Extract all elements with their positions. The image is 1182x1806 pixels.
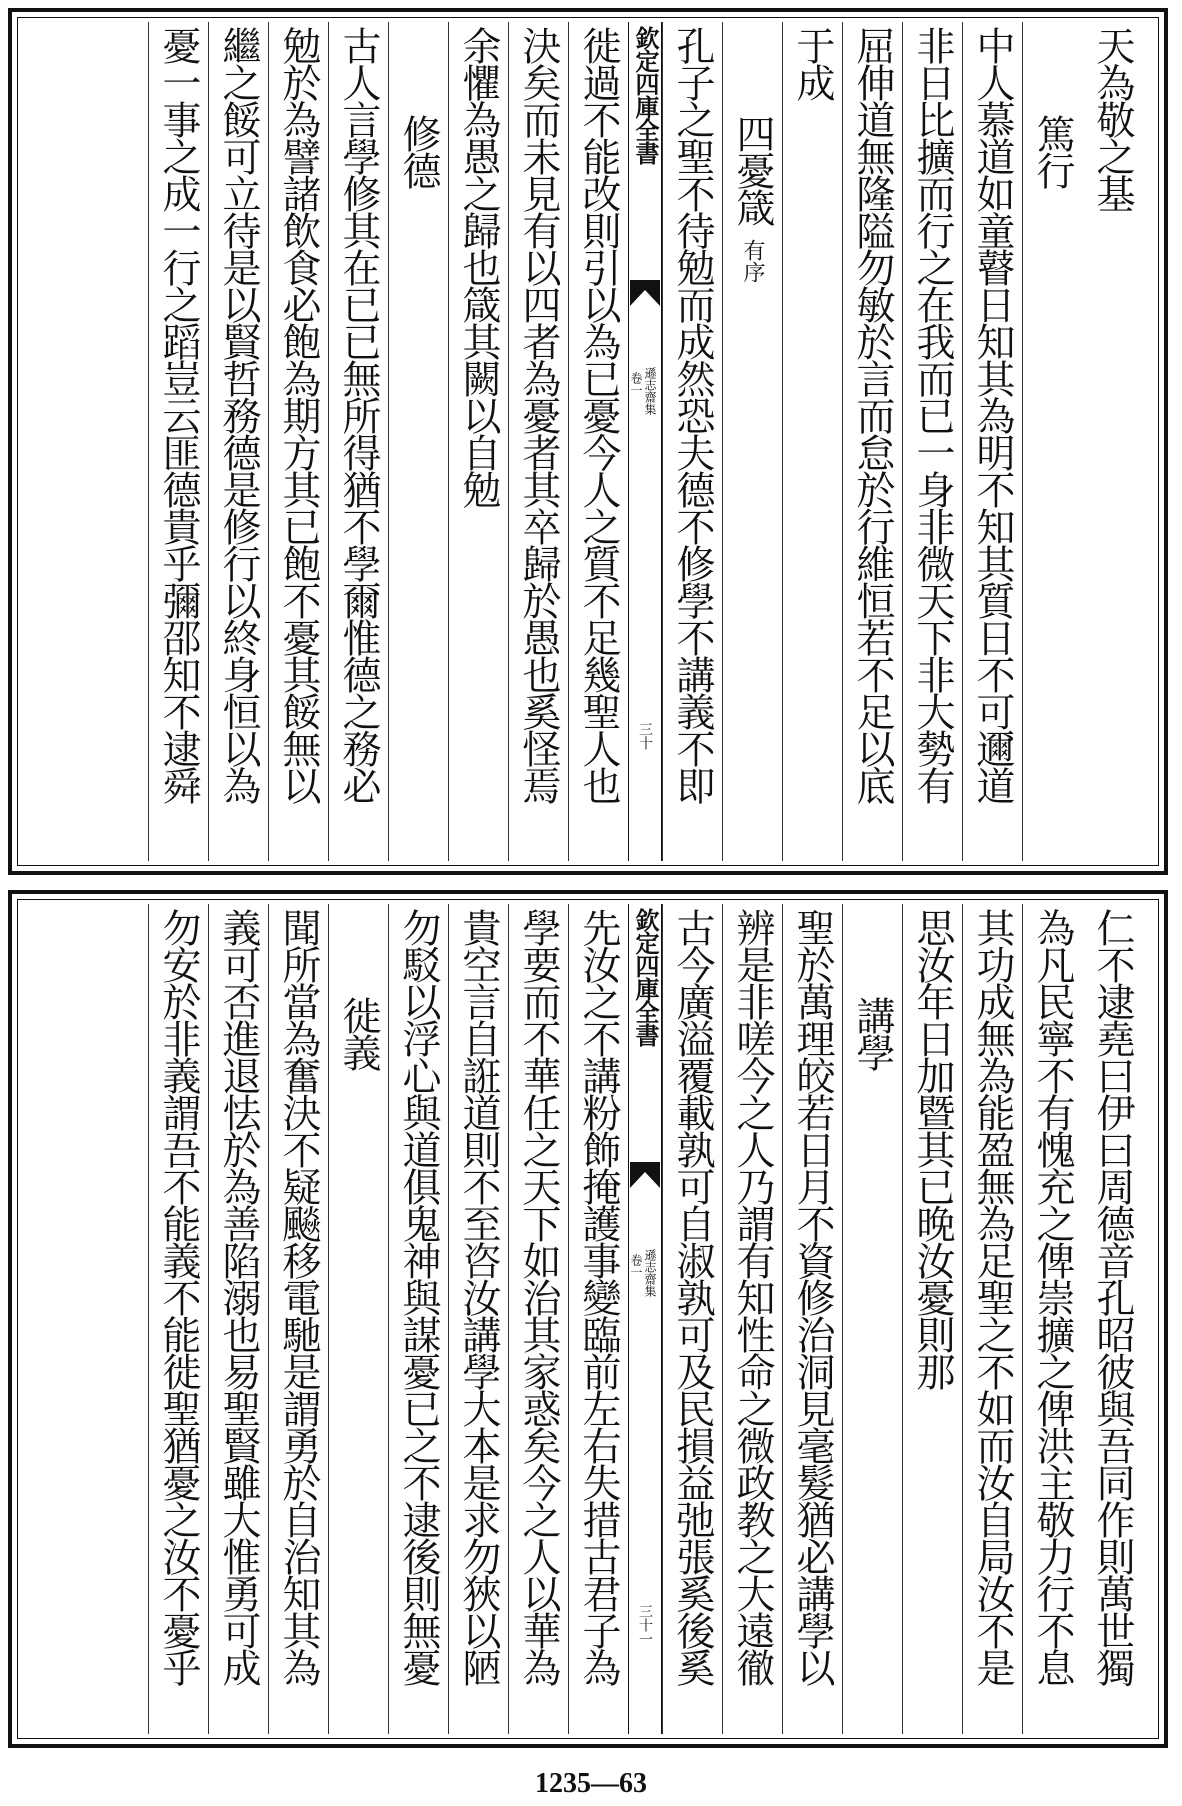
column-text: 為凡民寧不有愧充之俾崇擴之俾洪主敬力行不息	[1030, 908, 1075, 1685]
book-title: 遜志齋集	[643, 1249, 657, 1297]
column-text: 非日比擴而行之在我而已一身非微天下非大勢有	[910, 26, 955, 803]
column-text: 勿駁以浮心與道俱鬼神與謀憂已之不逮後則無憂	[396, 908, 441, 1685]
section-heading: 講學	[850, 996, 895, 1070]
section-heading: 徙義	[336, 996, 381, 1070]
upper-page-frame	[8, 8, 1168, 875]
column-text: 屈伸道無隆隘勿敏於言而怠於行維恒若不足以底	[850, 26, 895, 803]
lower-page-text-area	[22, 904, 1154, 1734]
section-heading: 篤行	[1030, 114, 1075, 188]
text-column	[1022, 904, 1082, 1734]
column-text: 思汝年日加暨其已晚汝憂則那	[910, 908, 955, 1389]
text-column	[902, 904, 962, 1734]
page-number: 1235—63	[535, 1768, 647, 1799]
text-column	[1022, 22, 1082, 861]
text-column	[508, 904, 568, 1734]
column-text: 貴空言自誑道則不至咨汝講學大本是求勿狹以陋	[456, 908, 501, 1685]
text-column	[148, 904, 208, 1734]
column-text: 其功成無為能盈無為足聖之不如而汝自局汝不是	[970, 908, 1015, 1685]
text-column	[568, 904, 628, 1734]
text-column	[448, 22, 508, 861]
column-text: 于成	[790, 26, 835, 100]
text-column	[328, 22, 388, 861]
text-column	[842, 22, 902, 861]
column-text: 繼之餒可立待是以賢哲務德是修行以終身恒以為	[216, 26, 261, 803]
text-column	[568, 22, 628, 861]
text-column	[722, 22, 782, 861]
column-text: 中人慕道如童瞽日知其為明不知其質日不可邇道	[970, 26, 1015, 803]
column-text: 先汝之不講粉飾掩護事變臨前左右失措古君子為	[576, 908, 621, 1685]
center-fold-band	[628, 22, 662, 861]
column-text: 勉於為譬諸飲食必飽為期方其已飽不憂其餒無以	[276, 26, 321, 803]
text-column	[1082, 904, 1142, 1734]
text-column	[268, 22, 328, 861]
upper-page-text-area	[22, 22, 1154, 861]
column-text: 辨是非嗟今之人乃謂有知性命之微政教之大遠徹	[730, 908, 775, 1685]
text-column	[962, 904, 1022, 1734]
collection-title: 欽定四庫全書	[631, 908, 660, 1046]
text-column	[722, 904, 782, 1734]
text-column	[448, 904, 508, 1734]
fish-tail-mark-icon	[630, 1162, 660, 1190]
fish-tail-mark-icon	[630, 280, 660, 308]
text-column	[662, 22, 722, 861]
text-column	[328, 904, 388, 1734]
text-column	[902, 22, 962, 861]
column-text: 決矣而未見有以四者為憂者其卒歸於愚也奚怪焉	[516, 26, 561, 803]
text-column	[1082, 22, 1142, 861]
section-heading: 四憂箴	[730, 114, 775, 225]
book-title: 遜志齋集	[643, 367, 657, 415]
column-text: 孔子之聖不待勉而成然恐夫德不修學不講義不即	[670, 26, 715, 803]
section-heading: 修德	[396, 114, 441, 188]
text-column	[388, 904, 448, 1734]
column-text: 憂一事之成一行之蹈豈云匪德貴乎彌邵知不逮舜	[156, 26, 201, 803]
column-text: 義可否進退怯於為善陷溺也易聖賢雖大惟勇可成	[216, 908, 261, 1685]
text-column	[782, 22, 842, 861]
center-fold-band	[628, 904, 662, 1734]
folio-number: 三十	[637, 722, 653, 750]
text-column	[662, 904, 722, 1734]
heading-annotation: 有序	[740, 239, 765, 283]
text-column	[388, 22, 448, 861]
collection-title: 欽定四庫全書	[631, 26, 660, 164]
column-text: 學要而不華任之天下如治其家惑矣今之人以華為	[516, 908, 561, 1685]
column-text: 古人言學修其在已已無所得猶不學爾惟德之務必	[336, 26, 381, 803]
text-column	[782, 904, 842, 1734]
column-text: 聞所當為奮決不疑飈移電馳是謂勇於自治知其為	[276, 908, 321, 1685]
text-column	[268, 904, 328, 1734]
text-column	[842, 904, 902, 1734]
text-column	[148, 22, 208, 861]
column-text: 聖於萬理皎若日月不資修治洞見毫髮猶必講學以	[790, 908, 835, 1685]
volume-label: 卷一	[629, 372, 643, 396]
lower-page-frame	[8, 890, 1168, 1748]
column-text: 勿安於非義謂吾不能義不能徙聖猶憂之汝不憂乎	[156, 908, 201, 1685]
column-text: 仁不逮堯曰伊曰周德音孔昭彼與吾同作則萬世獨	[1090, 908, 1135, 1685]
folio-number: 三十一	[637, 1604, 653, 1646]
column-text: 徙過不能改則引以為已憂今人之質不足幾聖人也	[576, 26, 621, 803]
text-column	[508, 22, 568, 861]
text-column	[962, 22, 1022, 861]
volume-label: 卷一	[629, 1254, 643, 1278]
text-column	[208, 904, 268, 1734]
column-text: 余懼為愚之歸也箴其闕以自勉	[456, 26, 501, 507]
column-text: 古今廣溢覆載孰可自淑孰可及民損益弛張奚後奚	[670, 908, 715, 1685]
column-text: 天為敬之基	[1090, 26, 1135, 211]
text-column	[208, 22, 268, 861]
